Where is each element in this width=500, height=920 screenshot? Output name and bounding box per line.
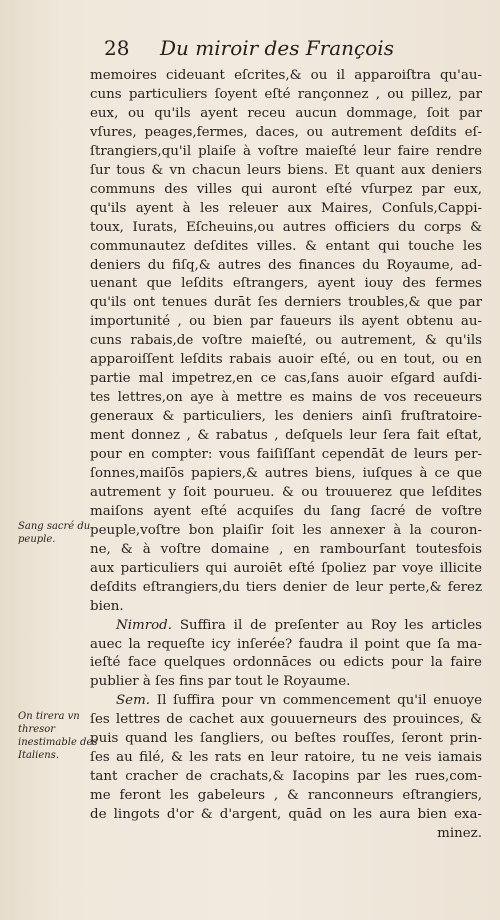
text-line: ſes au filé, & les rats en leur ratoire, tu ne veis iamais	[90, 750, 482, 766]
text-line: me feront les gabeleurs , & ranconneurs eſtrangiers,	[90, 788, 482, 804]
text-line: qu'ils ayent à les releuer aux Maires, Conſuls,Cappi-	[90, 200, 482, 216]
text-line: qu'ils ont tenues durāt ſes derniers troubles,& que par	[90, 295, 482, 311]
text-line: ieſté face quelques ordonnāces ou edicts pour la faire	[90, 655, 482, 671]
text-line: eux, ou qu'ils ayent receu aucun dommage, ſoit par	[90, 105, 482, 121]
text-line: ſur tous & vn chacun leurs biens. Et quant aux deniers	[90, 162, 482, 178]
text-line: tes lettres,on aye à mettre es mains de vos receueurs	[90, 390, 482, 406]
page-number: 28	[104, 36, 130, 60]
text-line: ſes lettres de cachet aux gouuerneurs des prouinces, &	[90, 712, 482, 728]
text-line: Sem. Il ſuffira pour vn commencement qu'il enuoye	[116, 693, 482, 709]
text-line: peuple,voſtre bon plaiſir ſoit les annexer à la couron-	[90, 522, 482, 538]
text-line: vſures, peages,fermes, daces, ou autrement deſdits eſ-	[90, 124, 482, 140]
text-line: ſtrangiers,qu'il plaiſe à voſtre maieſté leur faire rendre	[90, 143, 482, 159]
text-line: auec la requeſte icy inſerée? faudra il point que ſa ma-	[90, 636, 482, 652]
text-line: de lingots d'or & d'argent, quād on les aura bien exa-	[90, 807, 482, 823]
text-line: bien.	[90, 598, 124, 614]
margin-note-sang-sacre: Sang sacré du peuple.	[18, 521, 91, 545]
text-line: deniers du fiſq,& autres des finances du Royaume, ad-	[90, 257, 482, 273]
text-line: communs des villes qui auront eſté vſurpez par eux,	[90, 181, 482, 197]
text-line: cuns rabais,de voſtre maieſté, ou autrement, & qu'ils	[90, 333, 482, 349]
speaker-name: Sem.	[116, 693, 151, 709]
text-line: ſonnes,maiſōs papiers,& autres biens, iuſques à ce que	[90, 465, 482, 481]
text-line: minez.	[437, 826, 482, 841]
text-line: aux particuliers qui auroiēt eſté ſpoliez par voye illicite	[90, 560, 482, 576]
text-line: apparoiſſent leſdits rabais auoir eſté, ou en tout, ou en	[90, 352, 482, 368]
speaker-name: Nimrod.	[116, 617, 172, 633]
text-line: communautez deſdites villes. & entant qui touche les	[90, 238, 482, 254]
text-line: cuns particuliers ſoyent eſté rançonnez , ou pillez, par	[90, 86, 482, 102]
margin-note-thresor: On tirera vn thresor inestimable des Italiens.	[18, 711, 98, 761]
text-line: publier à ſes fins par tout le Royaume.	[90, 674, 351, 690]
text-line: generaux & particuliers, les deniers ainſi fruſtratoire-	[90, 409, 482, 425]
text-line: maiſons ayent eſté acquiſes du ſang ſacré de voſtre	[90, 503, 482, 519]
running-title: Du miroir des François	[160, 36, 394, 60]
text-line: pour en compter: vous faiſiſſant cependāt de leurs per-	[90, 447, 482, 462]
running-head	[104, 36, 444, 66]
text-line: puis quand les ſangliers, ou beſtes rouſſes, ſeront prin-	[90, 731, 482, 747]
text-line: ment donnez , & rabatus , deſquels leur ſera fait eſtat,	[90, 428, 482, 444]
text-line: uenant que leſdits eſtrangers, ayent iouy des fermes	[90, 276, 482, 292]
text-line: memoires cideuant eſcrites,& ou il apparoiſtra qu'au-	[90, 68, 482, 83]
text-line: partie mal impetrez,en ce cas,ſans auoir eſgard auſdi-	[90, 371, 482, 387]
text-line: importunité , ou bien par faueurs ils ayent obtenu au-	[90, 314, 482, 330]
text-line: deſdits eſtrangiers,du tiers denier de leur perte,& ferez	[90, 579, 482, 595]
text-line: Nimrod. Suffira il de preſenter au Roy les articles	[116, 617, 482, 633]
text-line: toux, Iurats, Eſcheuins,ou autres officiers du corps &	[90, 219, 482, 235]
text-line: ne, & à voſtre domaine , en rambourſant toutesfois	[90, 541, 482, 557]
text-line: tant cracher de crachats,& Iacopins par les rues,com-	[90, 769, 482, 785]
text-line: autrement y ſoit pourueu. & ou trouuerez que leſdites	[90, 484, 482, 500]
